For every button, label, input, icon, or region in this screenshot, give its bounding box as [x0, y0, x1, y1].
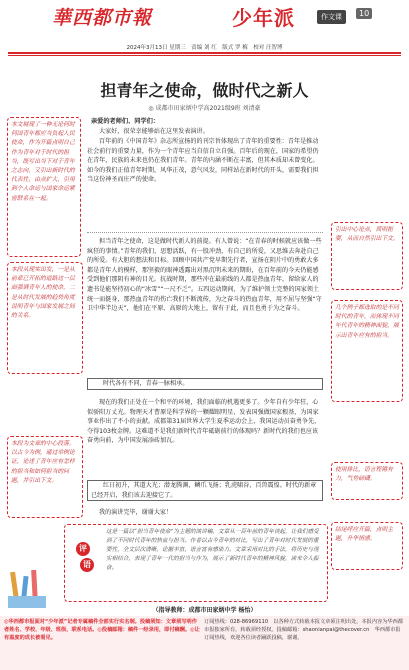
stationery-illustration: [4, 566, 54, 610]
header-rule-thin: [8, 55, 401, 56]
comment-text: 这是一篇以“担当青年使命”为主题的演讲稿，文章从一百年前的青年谈起，让我们感受到了不同时代青年的热血与担当。作者以古今青年的对比，写出了青年对时代发展的重要性，全文层次清晰，论据丰富，语言富有感染力。文章采用对比的手法，将历史与现实相结合，表现了青年一代的担当与作为，展示了新时代青年的精神风貌，读来令人振奋。: [106, 529, 319, 571]
margin-note-right-2: 几个例子都选取的是不同时代的青年，而体现不同年代青年的精神面貌，展示出青年应有的担当。: [335, 305, 399, 339]
paper-logo: 華西都市報: [52, 7, 153, 29]
margin-note-left-1: 本文展现了一种无论何时何国青年都应当负起人民使命，作为开篇点明自己作为青年对于时代的担当，既写出当下对于青年之志向，又引出新时代的代表性，由点扩大，引用到个人命运与国家命运紧密联系在一起。: [11, 122, 75, 202]
margin-note-right-3: 使用排比，语言铿锵有力，气势磅礴。: [335, 467, 393, 483]
margin-note-left-2: 本段从现实出发，一是从前辈已开拓的道路这一层面强调青年人的使命，二是从时代发展的趋势角度说明青年与国家发展之间的关系。: [11, 267, 75, 320]
article-title: 担青年之使命，做时代之新人: [100, 81, 309, 100]
page-number: 10: [356, 8, 372, 19]
section-title: 少年派: [232, 6, 295, 30]
paragraph-7: 我的演讲完毕，谢谢大家！: [99, 509, 173, 516]
mentor-credit: （指导教师：成都市田家炳中学 杨怡）: [152, 607, 257, 614]
paragraph-3: 担当青年之使命，这是做时代新人的前提。有人曾说：“在青春的时候就应该做一些疯狂的事情。”青年的我们，思想活跃，有一股冲劲，有自己的所爱，又思维去奔赴自己的所爱。有大胆的想法和目标。回顾中国共产党早期先行者，宣扬在阴片中的勇敢大多都是青年人的模样，那坚毅的眼神透露出对黑沉明未来的期盼，在百年前的今天仍能感受到他们那阴有神的目光。抗战时期，那些冲在最前线的人都是热血青年，留给家人的遗书是能坚持初心的“冰雪”“一尺不乏”。五四运动期间，为了维护领土完整的国家领土统一而挺身，那热血青年的伤亡我们不断流传，为之奋斗的热血青年，用不屈与坚强“守卫中华半边天”，他们在平原、高原的大地上，留有于此，而且也勇于为之奋斗。: [87, 238, 322, 313]
paragraph-4-box: 时代各有不同，青春一脉相承。: [87, 378, 323, 390]
footer-left: ◎华西都市报面对“少年派”记者专属稿件全部实行实名制。投稿须知：文章须写明作者姓名、学校、年级、班级、联系电话。◎投稿邮箱：稿件一经录用，即付稿酬。◎让有温度的成长被看见。: [4, 619, 200, 641]
footer-right: 订阅热线：028-86969110 以各种方式转载本报文章须注明出处。本报内容为华西都市报独家所有，转载须经授权。投稿邮箱：shaonianpai@thecover.cn 华西都市报订阅热线，欢迎各位读者踊跃投稿，谢谢。: [204, 619, 403, 641]
comment-badge-1: 评: [76, 542, 90, 556]
paragraph-5: 现在的我们正处在一个和平的环境，我们面临的机遇更多了。少年自有少年狂，心似骄阳万丈光。物理天才曹原是科学界的一颗耀眼明星，发表国强做国家根基，为国家事业作出了不小的贡献。成都第31届世界大学生夏季运动会上，我国运动员奋勇争先，夺得103枚金牌。这难道不是我们新时代青年砥砺前行的体现吗？新时代的我们也应该奋勇向前，为中国发展添砖加瓦。: [87, 399, 321, 445]
paragraph-1: 大家好，很荣幸能够站在这里发表演讲。: [99, 128, 209, 135]
column-badge: 作文课: [317, 10, 346, 24]
margin-note-right-4: 结尾呼应开篇，点明主题，升华情感。: [335, 527, 393, 543]
comment-badge-2: 语: [80, 558, 94, 572]
dateline: 2024年3月13日 星期三 责编 刘 红 版式 罗 梅 校对 汪智博: [126, 45, 283, 51]
margin-note-right-1: 引出中心论点，简明扼要，从而自然引出下文。: [335, 227, 399, 243]
paragraph-6-box: 红日初升，其道大光；潜龙腾渊，鳞爪飞扬；乳虎啸谷，百兽震惶。时代的新章已经开启，我们该去迎接它了。: [87, 480, 323, 501]
margin-note-left-3: 本段为文章的中心段落，以古今为例，通过举例论证，论述了青年应有怎样的担当和如何担当的问题，并引出下文。: [11, 441, 75, 484]
divider: [87, 232, 323, 233]
byline: ◎ 成都市田家炳中学高2021级9班 刘清豪: [148, 105, 261, 112]
greeting: 亲爱的老师们、同学们：: [91, 118, 160, 125]
masthead: [0, 0, 409, 40]
paragraph-2: 百年前的《中国青年》杂志所宣扬的的刊宗旨体现出了青年的重要性：青年是推动社会前行的重要力量，作为一个青年应当自信自立自强。百年后的现在，国家的希望仍在青年，民族的未来也仍在我们青年。青年的内涵不断在丰富，但其本质却未曾变化。如今的我们正值青年时期，风华正茂，意气风发，同样站在新时代的开头，需要我们担当这份神圣而庄严的使命。: [87, 138, 319, 184]
header-rule: [8, 52, 401, 54]
